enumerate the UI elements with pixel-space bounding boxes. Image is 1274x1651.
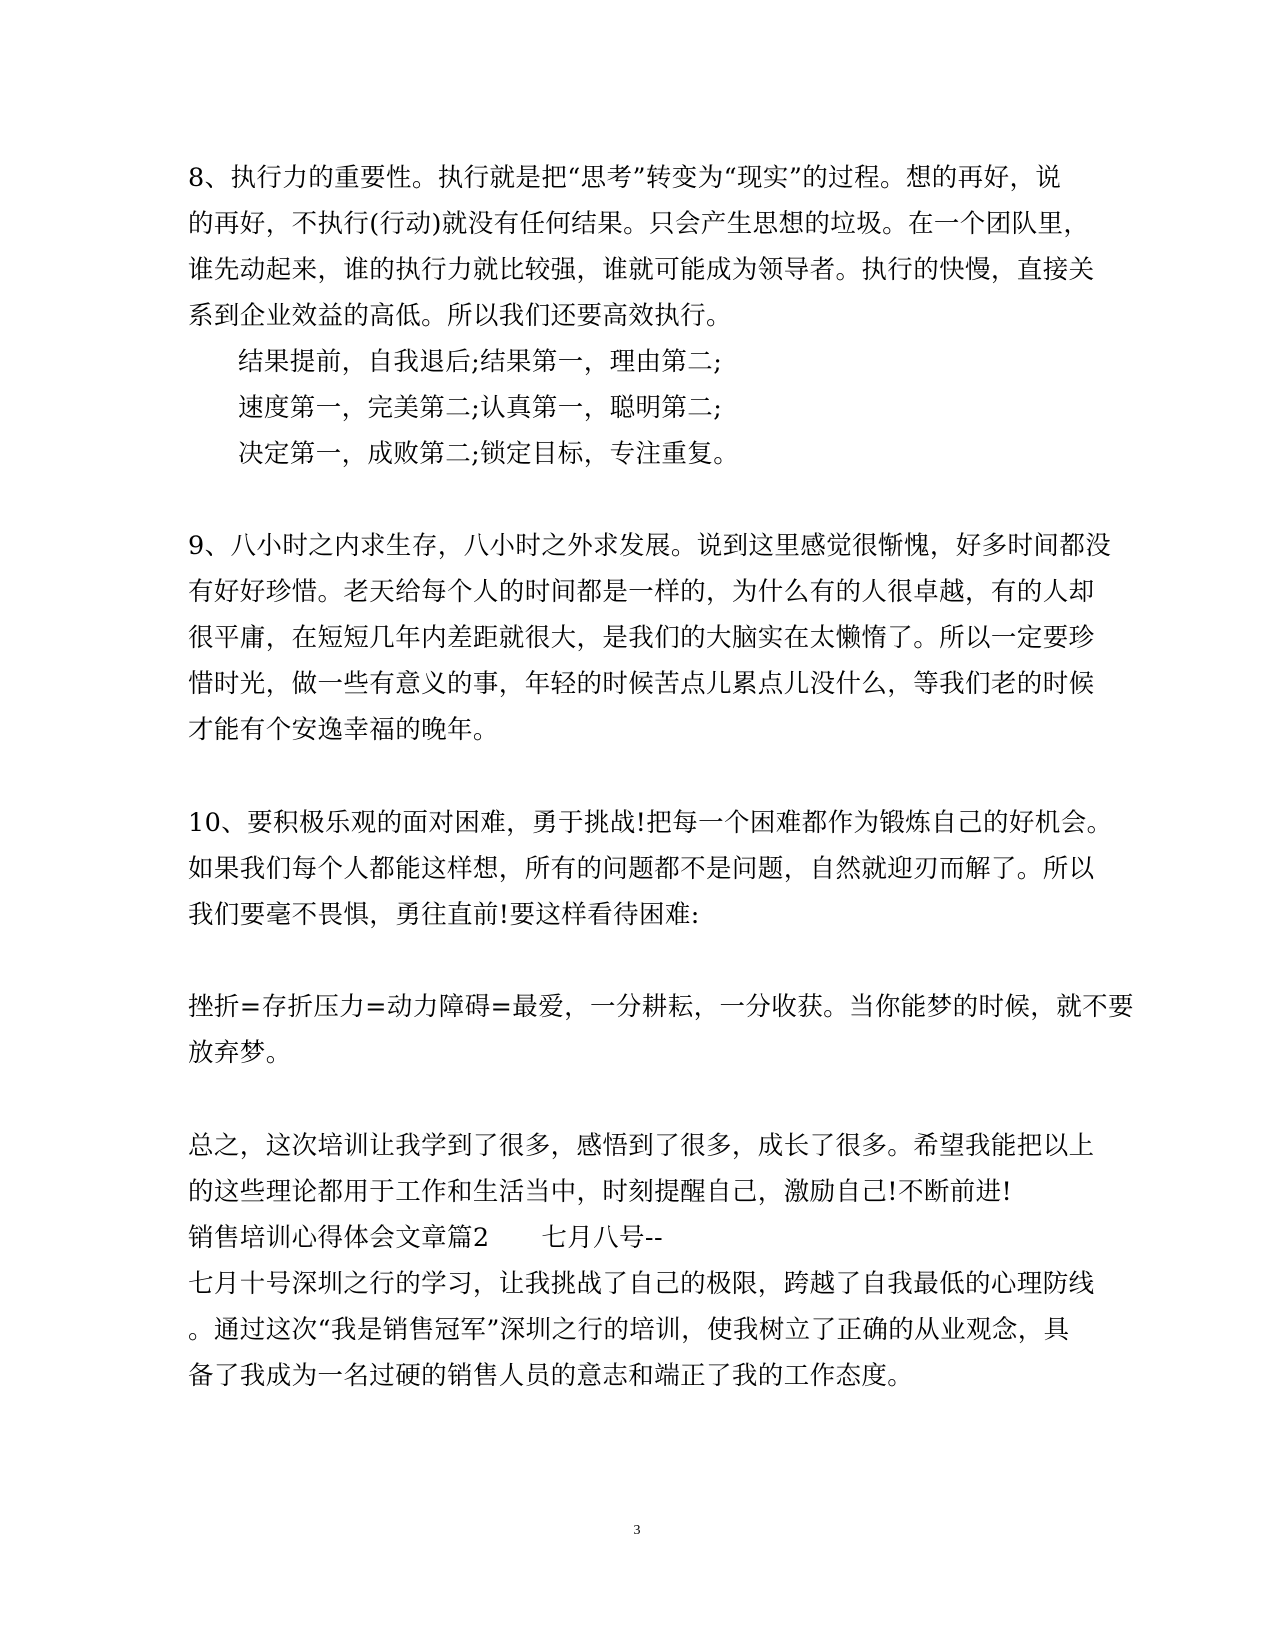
paragraph-line: 如果我们每个人都能这样想，所有的问题都不是问题，自然就迎刃而解了。所以: [188, 854, 1095, 884]
paragraph-line: 才能有个安逸幸福的晚年。: [188, 715, 499, 745]
paragraph-line: 备了我成为一名过硬的销售人员的意志和端正了我的工作态度。: [188, 1361, 914, 1391]
paragraph-line: 。通过这次“我是销售冠军”深圳之行的培训，使我树立了正确的从业观念，具: [188, 1315, 1070, 1345]
paragraph-line: 挫折=存折压力=动力障碍=最爱，一分耕耘，一分收获。当你能梦的时候，就不要: [188, 992, 1134, 1022]
paragraph-line: 七月十号深圳之行的学习，让我挑战了自己的极限，跨越了自我最低的心理防线: [188, 1269, 1095, 1299]
paragraph-line: 很平庸，在短短几年内差距就很大，是我们的大脑实在太懒惰了。所以一定要珍: [188, 623, 1095, 653]
page-number: 3: [633, 1523, 641, 1538]
article-heading: 销售培训心得体会文章篇2 七月八号--: [188, 1223, 663, 1253]
paragraph-line: 总之，这次培训让我学到了很多，感悟到了很多，成长了很多。希望我能把以上: [188, 1131, 1095, 1161]
paragraph-line: 我们要毫不畏惧，勇往直前!要这样看待困难:: [188, 900, 700, 930]
paragraph-line: 10、要积极乐观的面对困难，勇于挑战!把每一个困难都作为锻炼自己的好机会。: [188, 808, 1113, 838]
paragraph-line: 放弃梦。: [188, 1038, 292, 1068]
paragraph-line: 的这些理论都用于工作和生活当中，时刻提醒自己，激励自己!不断前进!: [188, 1177, 1013, 1207]
paragraph-line: 系到企业效益的高低。所以我们还要高效执行。: [188, 301, 732, 331]
motto-line: 结果提前，自我退后;结果第一，理由第二;: [238, 347, 723, 377]
paragraph-line: 有好好珍惜。老天给每个人的时间都是一样的，为什么有的人很卓越，有的人却: [188, 577, 1095, 607]
motto-line: 决定第一，成败第二;锁定目标，专注重复。: [238, 439, 740, 469]
paragraph-line: 的再好，不执行(行动)就没有任何结果。只会产生思想的垃圾。在一个团队里，: [188, 209, 1090, 239]
paragraph-line: 9、八小时之内求生存，八小时之外求发展。说到这里感觉很惭愧，好多时间都没: [188, 531, 1112, 561]
paragraph-line: 谁先动起来，谁的执行力就比较强，谁就可能成为领导者。执行的快慢，直接关: [188, 255, 1095, 285]
motto-line: 速度第一，完美第二;认真第一，聪明第二;: [238, 393, 723, 423]
paragraph-line: 8、执行力的重要性。执行就是把“思考”转变为“现实”的过程。想的再好，说: [188, 163, 1062, 193]
paragraph-line: 惜时光，做一些有意义的事，年轻的时候苦点儿累点儿没什么，等我们老的时候: [188, 669, 1095, 699]
